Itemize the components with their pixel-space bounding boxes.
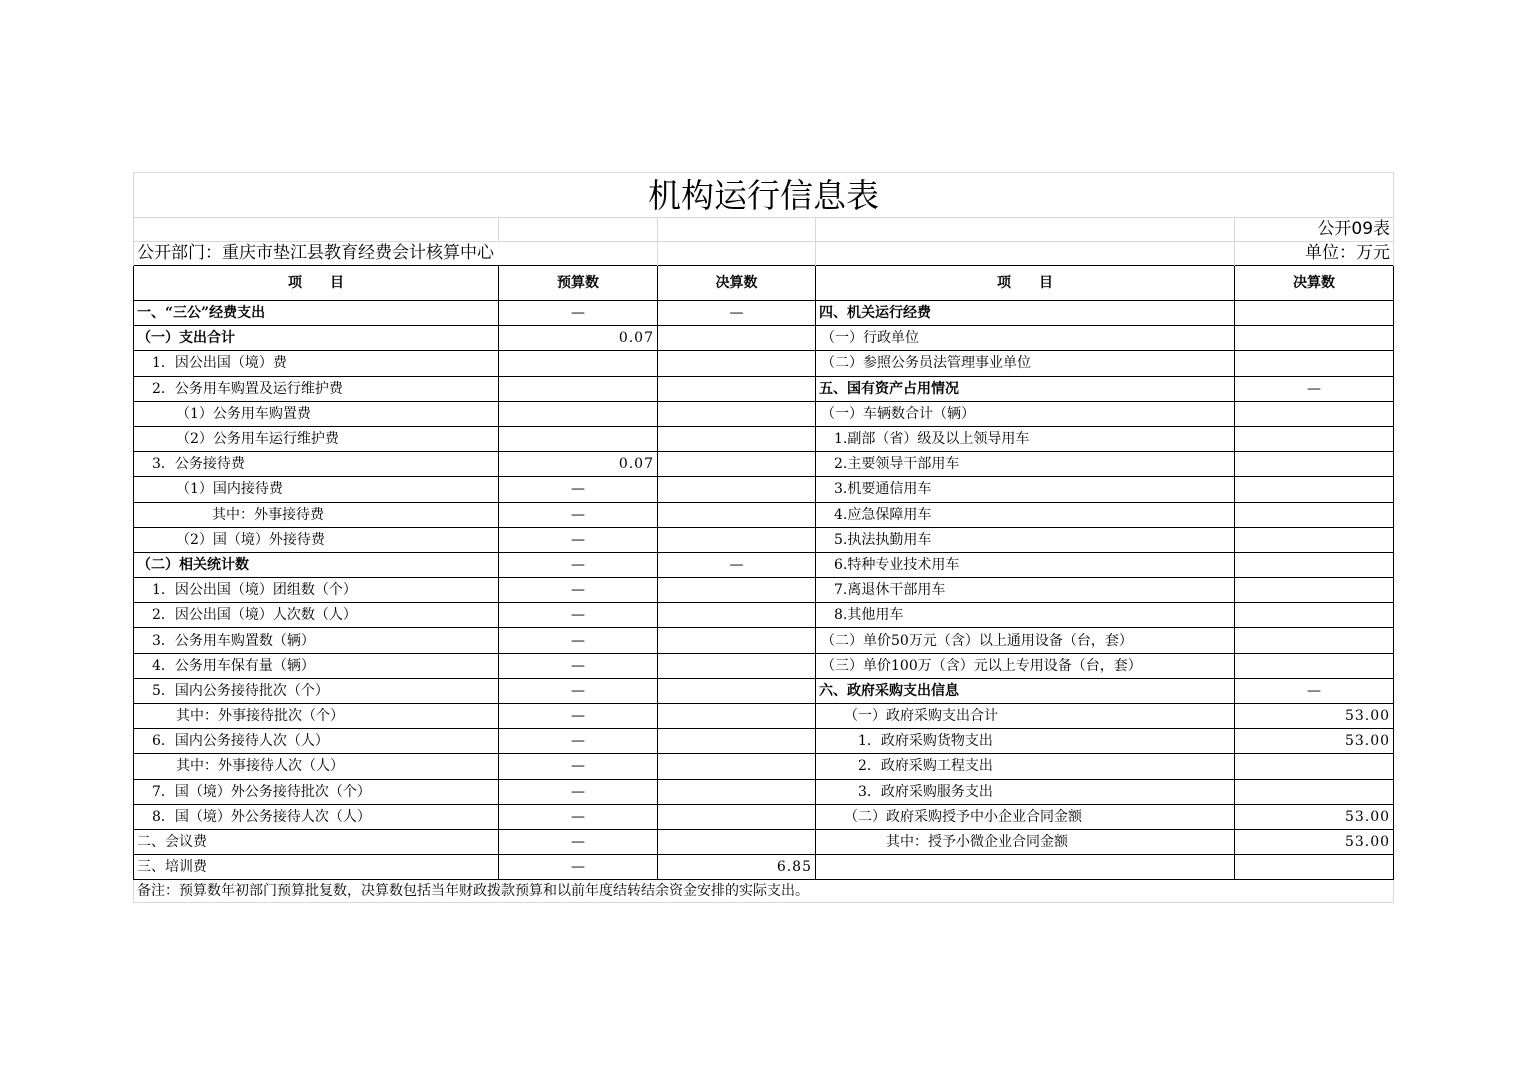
right-item: 2.主要领导干部用车	[816, 452, 1235, 477]
left-item: 6．国内公务接待人次（人）	[134, 729, 499, 754]
right-item: 5.执法执勤用车	[816, 527, 1235, 552]
budget-cell: —	[499, 527, 658, 552]
final-cell	[658, 678, 816, 703]
final-cell	[658, 351, 816, 376]
right-final-cell	[1235, 477, 1394, 502]
final-cell	[658, 804, 816, 829]
budget-cell: —	[499, 855, 658, 880]
table-row	[134, 855, 1394, 880]
budget-cell: —	[499, 704, 658, 729]
budget-cell: —	[499, 552, 658, 577]
final-cell	[658, 779, 816, 804]
header-item-left: 项 目	[134, 266, 499, 301]
left-item: 其中：外事接待费	[134, 502, 499, 527]
table-row	[134, 603, 1394, 628]
budget-cell	[499, 426, 658, 451]
budget-cell: —	[499, 653, 658, 678]
budget-cell: —	[499, 729, 658, 754]
right-final-cell	[1235, 401, 1394, 426]
budget-cell: —	[499, 628, 658, 653]
table-note: 备注：预算数年初部门预算批复数，决算数包括当年财政拨款预算和以前年度结转结余资金安排的实际支出。	[134, 880, 1394, 903]
right-final-cell	[1235, 855, 1394, 880]
left-item: 2．公务用车购置及运行维护费	[134, 376, 499, 401]
right-final-cell	[1235, 628, 1394, 653]
table-row	[134, 754, 1394, 779]
table-row	[134, 678, 1394, 703]
right-item: 3．政府采购服务支出	[816, 779, 1235, 804]
table-row	[134, 401, 1394, 426]
table-row	[134, 376, 1394, 401]
budget-cell	[499, 401, 658, 426]
left-item: （2）公务用车运行维护费	[134, 426, 499, 451]
right-item: 3.机要通信用车	[816, 477, 1235, 502]
right-final-cell	[1235, 578, 1394, 603]
table-row	[134, 552, 1394, 577]
right-final-cell	[1235, 603, 1394, 628]
left-item: 5．国内公务接待批次（个）	[134, 678, 499, 703]
right-final-cell	[1235, 502, 1394, 527]
right-item: 2．政府采购工程支出	[816, 754, 1235, 779]
right-final-cell: 53.00	[1235, 829, 1394, 854]
left-item: 其中：外事接待人次（人）	[134, 754, 499, 779]
right-final-cell	[1235, 779, 1394, 804]
final-cell	[658, 401, 816, 426]
right-final-cell	[1235, 552, 1394, 577]
right-final-cell: —	[1235, 678, 1394, 703]
right-item: （二）参照公务员法管理事业单位	[816, 351, 1235, 376]
final-cell	[658, 527, 816, 552]
right-item: 五、国有资产占用情况	[816, 376, 1235, 401]
table-row	[134, 452, 1394, 477]
final-cell	[658, 603, 816, 628]
budget-cell: —	[499, 603, 658, 628]
table-row	[134, 477, 1394, 502]
header-final-right: 决算数	[1235, 266, 1394, 301]
right-final-cell: 53.00	[1235, 729, 1394, 754]
final-cell	[658, 653, 816, 678]
final-cell	[658, 729, 816, 754]
budget-cell: —	[499, 578, 658, 603]
table-row	[134, 326, 1394, 351]
table-row	[134, 729, 1394, 754]
left-item: （2）国（境）外接待费	[134, 527, 499, 552]
right-item: 8.其他用车	[816, 603, 1235, 628]
right-final-cell	[1235, 301, 1394, 326]
header-budget: 预算数	[499, 266, 658, 301]
left-item: （1）公务用车购置费	[134, 401, 499, 426]
table-row	[134, 653, 1394, 678]
final-cell	[658, 326, 816, 351]
budget-cell: —	[499, 754, 658, 779]
table-row	[134, 578, 1394, 603]
final-cell	[658, 628, 816, 653]
budget-cell: —	[499, 804, 658, 829]
right-item: 其中：授予小微企业合同金额	[816, 829, 1235, 854]
final-cell	[658, 452, 816, 477]
right-final-cell	[1235, 452, 1394, 477]
budget-cell	[499, 351, 658, 376]
left-item: 一、“三公”经费支出	[134, 301, 499, 326]
right-item: （一）行政单位	[816, 326, 1235, 351]
right-final-cell	[1235, 326, 1394, 351]
budget-cell: 0.07	[499, 326, 658, 351]
info-table	[133, 172, 1394, 903]
final-cell	[658, 477, 816, 502]
left-item: 1．因公出国（境）费	[134, 351, 499, 376]
right-final-cell	[1235, 653, 1394, 678]
right-final-cell	[1235, 754, 1394, 779]
final-cell	[658, 829, 816, 854]
right-item: （二）政府采购授予中小企业合同金额	[816, 804, 1235, 829]
right-final-cell: 53.00	[1235, 804, 1394, 829]
unit-label: 单位：万元	[1235, 242, 1394, 266]
form-number: 公开09表	[1235, 218, 1394, 242]
left-item: 3．公务用车购置数（辆）	[134, 628, 499, 653]
budget-cell: 0.07	[499, 452, 658, 477]
right-item: （三）单价100万（含）元以上专用设备（台，套）	[816, 653, 1235, 678]
right-item: 1．政府采购货物支出	[816, 729, 1235, 754]
final-cell	[658, 426, 816, 451]
left-item: 8．国（境）外公务接待人次（人）	[134, 804, 499, 829]
table-row	[134, 704, 1394, 729]
budget-cell: —	[499, 678, 658, 703]
table-row	[134, 351, 1394, 376]
final-cell	[658, 704, 816, 729]
final-cell: —	[658, 301, 816, 326]
left-item: 2．因公出国（境）人次数（人）	[134, 603, 499, 628]
table-row	[134, 426, 1394, 451]
left-item: 二、会议费	[134, 829, 499, 854]
table-row	[134, 628, 1394, 653]
right-item: 六、政府采购支出信息	[816, 678, 1235, 703]
final-cell	[658, 502, 816, 527]
right-final-cell	[1235, 527, 1394, 552]
table-row	[134, 527, 1394, 552]
final-cell: 6.85	[658, 855, 816, 880]
right-item: （一）车辆数合计（辆）	[816, 401, 1235, 426]
right-item: 7.离退休干部用车	[816, 578, 1235, 603]
left-item: 三、培训费	[134, 855, 499, 880]
right-final-cell: 53.00	[1235, 704, 1394, 729]
final-cell: —	[658, 552, 816, 577]
right-item	[816, 855, 1235, 880]
budget-cell: —	[499, 301, 658, 326]
left-item: （1）国内接待费	[134, 477, 499, 502]
right-item: 1.副部（省）级及以上领导用车	[816, 426, 1235, 451]
right-item: 四、机关运行经费	[816, 301, 1235, 326]
budget-cell: —	[499, 829, 658, 854]
right-final-cell: —	[1235, 376, 1394, 401]
left-item: 7．国（境）外公务接待批次（个）	[134, 779, 499, 804]
header-item-right: 项 目	[816, 266, 1235, 301]
budget-cell: —	[499, 477, 658, 502]
left-item: （一）支出合计	[134, 326, 499, 351]
right-final-cell	[1235, 351, 1394, 376]
right-final-cell	[1235, 426, 1394, 451]
budget-cell: —	[499, 502, 658, 527]
table-row	[134, 779, 1394, 804]
right-item: 4.应急保障用车	[816, 502, 1235, 527]
table-row	[134, 804, 1394, 829]
left-item: （二）相关统计数	[134, 552, 499, 577]
right-item: 6.特种专业技术用车	[816, 552, 1235, 577]
table-header	[134, 266, 1394, 301]
department-label: 公开部门：重庆市垫江县教育经费会计核算中心	[134, 242, 658, 266]
header-final-left: 决算数	[658, 266, 816, 301]
table-row	[134, 301, 1394, 326]
final-cell	[658, 376, 816, 401]
budget-cell: —	[499, 779, 658, 804]
table-row	[134, 502, 1394, 527]
right-item: （二）单价50万元（含）以上通用设备（台，套）	[816, 628, 1235, 653]
budget-cell	[499, 376, 658, 401]
page-title: 机构运行信息表	[134, 173, 1394, 218]
left-item: 其中：外事接待批次（个）	[134, 704, 499, 729]
final-cell	[658, 754, 816, 779]
final-cell	[658, 578, 816, 603]
left-item: 3．公务接待费	[134, 452, 499, 477]
left-item: 4．公务用车保有量（辆）	[134, 653, 499, 678]
table-row	[134, 829, 1394, 854]
right-item: （一）政府采购支出合计	[816, 704, 1235, 729]
left-item: 1．因公出国（境）团组数（个）	[134, 578, 499, 603]
